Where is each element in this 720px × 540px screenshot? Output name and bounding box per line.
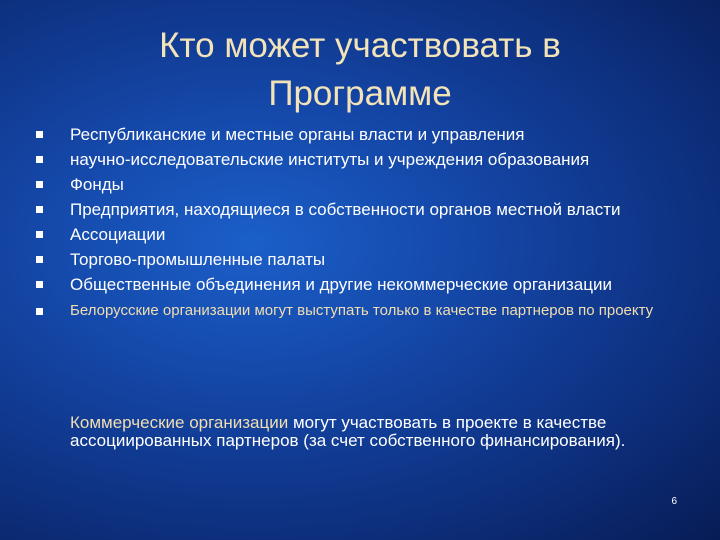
bullet-text: научно-исследовательские институты и учреждения образования [70,150,590,169]
bullet-text: Республиканские и местные органы власти и управления [70,125,525,144]
square-bullet-icon [36,206,43,213]
note-highlight: Коммерческие организации [70,413,289,432]
bullet-item [36,126,686,143]
bullet-item-belarus-note [36,303,686,319]
bullet-item [36,201,686,218]
bullet-item [36,251,686,268]
bullet-text: Предприятия, находящиеся в собственности органов местной власти [70,200,621,219]
square-bullet-icon [36,256,43,263]
slide-title-line-1: Кто может участвовать в [159,26,561,65]
square-bullet-icon [36,156,43,163]
bullet-item [36,226,686,243]
note-text: могут участвовать в проекте в качестве ассоциированных партнеров (за счет собственного финансирования). [70,413,626,450]
commercial-organizations-note [70,414,660,450]
page-number: 6 [671,496,677,507]
bullet-text: Белорусские организации могут выступать только в качестве партнеров по проекту [70,302,654,319]
slide-title [60,22,660,118]
bullet-text: Ассоциации [70,225,166,244]
square-bullet-icon [36,231,43,238]
slide-title-line-2: Программе [268,74,452,113]
bullet-text: Общественные объединения и другие некоммерческие организации [70,275,612,294]
square-bullet-icon [36,308,43,315]
bullet-text: Фонды [70,175,124,194]
bullet-text: Торгово-промышленные палаты [70,250,326,269]
square-bullet-icon [36,281,43,288]
square-bullet-icon [36,131,43,138]
square-bullet-icon [36,181,43,188]
bullet-item [36,151,686,168]
bullet-list [36,126,686,327]
bullet-item [36,176,686,193]
bullet-item [36,276,686,293]
